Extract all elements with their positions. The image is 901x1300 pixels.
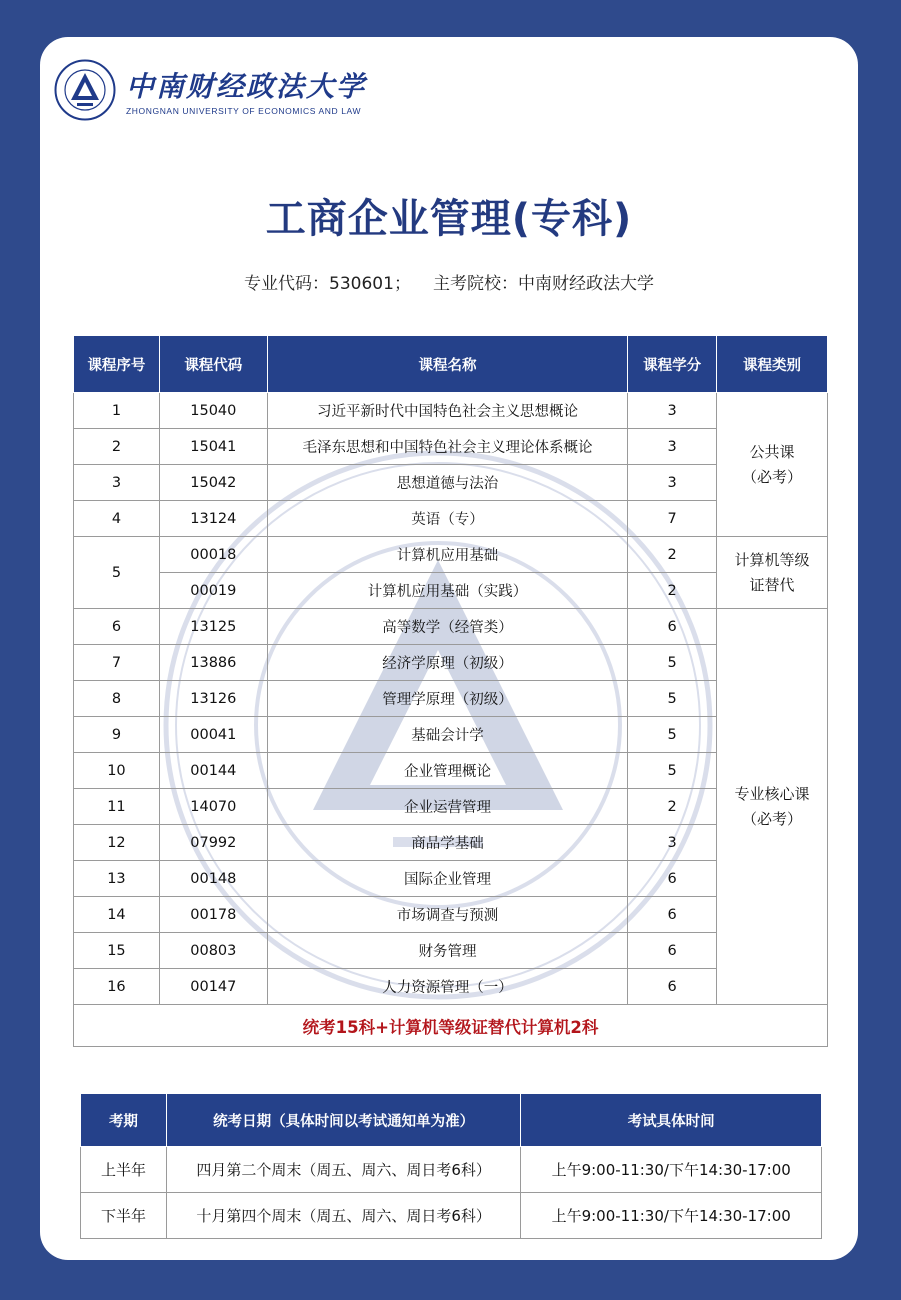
table-row: [81, 1147, 822, 1193]
cell-credit: 5: [628, 753, 717, 789]
header-course-no: 课程序号: [74, 336, 160, 393]
cell-code: 13125: [159, 609, 267, 645]
cell-code: 00144: [159, 753, 267, 789]
cell-code: 07992: [159, 825, 267, 861]
cell-credit: 6: [628, 969, 717, 1005]
cell-code: 00019: [159, 573, 267, 609]
exam-schedule-table: [80, 1093, 822, 1239]
cell-name: 人力资源管理（一）: [267, 969, 627, 1005]
cell-no: 14: [74, 897, 160, 933]
cell-code: 15042: [159, 465, 267, 501]
cell-no: 5: [74, 537, 160, 609]
cell-credit: 6: [628, 933, 717, 969]
category-core: [717, 609, 828, 1005]
table-row: [74, 429, 828, 465]
university-name-cn: 中南财经政法大学: [126, 69, 367, 103]
cell-code: 00148: [159, 861, 267, 897]
cell-date: 四月第二个周末（周五、周六、周日考6科）: [166, 1147, 520, 1193]
header-course-category: 课程类别: [717, 336, 828, 393]
cell-no: 7: [74, 645, 160, 681]
cell-credit: 6: [628, 897, 717, 933]
total-summary: 统考15科+计算机等级证替代计算机2科: [74, 1005, 828, 1047]
cell-credit: 5: [628, 645, 717, 681]
cell-period: 下半年: [81, 1193, 167, 1239]
table-row: [74, 465, 828, 501]
cell-no: 15: [74, 933, 160, 969]
cell-credit: 3: [628, 465, 717, 501]
cell-credit: 3: [628, 393, 717, 429]
cell-code: 15041: [159, 429, 267, 465]
cell-no: 9: [74, 717, 160, 753]
table-row: [74, 645, 828, 681]
cell-name: 商品学基础: [267, 825, 627, 861]
cell-no: 6: [74, 609, 160, 645]
table-row: [74, 969, 828, 1005]
cell-code: 13124: [159, 501, 267, 537]
table-row: [74, 393, 828, 429]
cell-no: 2: [74, 429, 160, 465]
header-course-name: 课程名称: [267, 336, 627, 393]
cell-credit: 5: [628, 717, 717, 753]
table-row: [74, 537, 828, 573]
category-computer: [717, 537, 828, 609]
category-public: [717, 393, 828, 537]
page-title: 工商企业管理(专科): [265, 196, 633, 242]
cell-name: 高等数学（经管类）: [267, 609, 627, 645]
course-table-header: [74, 336, 828, 393]
category-computer-line2: 证替代: [749, 575, 795, 594]
cell-name: 企业管理概论: [267, 753, 627, 789]
cell-name: 毛泽东思想和中国特色社会主义理论体系概论: [267, 429, 627, 465]
cell-no: 8: [74, 681, 160, 717]
page-card: [40, 37, 858, 1260]
category-public-note: （必考）: [742, 467, 803, 486]
cell-no: 16: [74, 969, 160, 1005]
header-course-code: 课程代码: [159, 336, 267, 393]
cell-date: 十月第四个周末（周五、周六、周日考6科）: [166, 1193, 520, 1239]
header-exam-period: 考期: [81, 1094, 167, 1147]
header-exam-date: 统考日期（具体时间以考试通知单为准）: [166, 1094, 520, 1147]
table-row: [74, 861, 828, 897]
cell-name: 管理学原理（初级）: [267, 681, 627, 717]
cell-code: 00178: [159, 897, 267, 933]
cell-credit: 7: [628, 501, 717, 537]
cell-no: 12: [74, 825, 160, 861]
cell-no: 1: [74, 393, 160, 429]
cell-name: 计算机应用基础（实践）: [267, 573, 627, 609]
cell-code: 14070: [159, 789, 267, 825]
cell-no: 13: [74, 861, 160, 897]
university-logo: [54, 57, 366, 123]
host-school: 主考院校：中南财经政法大学: [432, 274, 654, 294]
cell-name: 经济学原理（初级）: [267, 645, 627, 681]
university-seal-icon: [54, 59, 116, 121]
table-row: [74, 717, 828, 753]
table-row: [74, 933, 828, 969]
category-public-name: 公共课: [749, 442, 795, 461]
category-core-name: 专业核心课: [734, 784, 810, 803]
table-row: [74, 681, 828, 717]
cell-name: 市场调查与预测: [267, 897, 627, 933]
table-row: [74, 897, 828, 933]
cell-code: 13886: [159, 645, 267, 681]
header-exam-time: 考试具体时间: [521, 1094, 822, 1147]
table-row: [81, 1193, 822, 1239]
cell-name: 习近平新时代中国特色社会主义思想概论: [267, 393, 627, 429]
cell-credit: 6: [628, 609, 717, 645]
table-row: [74, 825, 828, 861]
category-core-note: （必考）: [742, 809, 803, 828]
cell-code: 00041: [159, 717, 267, 753]
cell-code: 15040: [159, 393, 267, 429]
table-row: [74, 789, 828, 825]
cell-credit: 3: [628, 429, 717, 465]
table-row: [74, 573, 828, 609]
cell-code: 13126: [159, 681, 267, 717]
course-table: [73, 335, 828, 1047]
cell-credit: 3: [628, 825, 717, 861]
university-name-en: ZHONGNAN UNIVERSITY OF ECONOMICS AND LAW: [126, 105, 362, 116]
total-row: [74, 1005, 828, 1047]
header-course-credit: 课程学分: [628, 336, 717, 393]
table-row: [74, 753, 828, 789]
cell-name: 企业运营管理: [267, 789, 627, 825]
cell-name: 计算机应用基础: [267, 537, 627, 573]
cell-no: 4: [74, 501, 160, 537]
cell-name: 国际企业管理: [267, 861, 627, 897]
cell-no: 10: [74, 753, 160, 789]
cell-credit: 6: [628, 861, 717, 897]
category-computer-line1: 计算机等级: [734, 550, 810, 569]
cell-credit: 5: [628, 681, 717, 717]
cell-credit: 2: [628, 573, 717, 609]
major-code: 专业代码：530601；: [244, 274, 411, 294]
cell-name: 英语（专）: [267, 501, 627, 537]
cell-name: 财务管理: [267, 933, 627, 969]
cell-code: 00018: [159, 537, 267, 573]
cell-credit: 2: [628, 537, 717, 573]
exam-table-header: [81, 1094, 822, 1147]
cell-no: 11: [74, 789, 160, 825]
cell-time: 上午9:00-11:30/下午14:30-17:00: [521, 1193, 822, 1239]
table-row: [74, 609, 828, 645]
cell-credit: 2: [628, 789, 717, 825]
cell-period: 上半年: [81, 1147, 167, 1193]
page-subtitle: [40, 269, 858, 294]
cell-code: 00803: [159, 933, 267, 969]
cell-time: 上午9:00-11:30/下午14:30-17:00: [521, 1147, 822, 1193]
cell-name: 思想道德与法治: [267, 465, 627, 501]
cell-name: 基础会计学: [267, 717, 627, 753]
table-row: [74, 501, 828, 537]
cell-code: 00147: [159, 969, 267, 1005]
cell-no: 3: [74, 465, 160, 501]
